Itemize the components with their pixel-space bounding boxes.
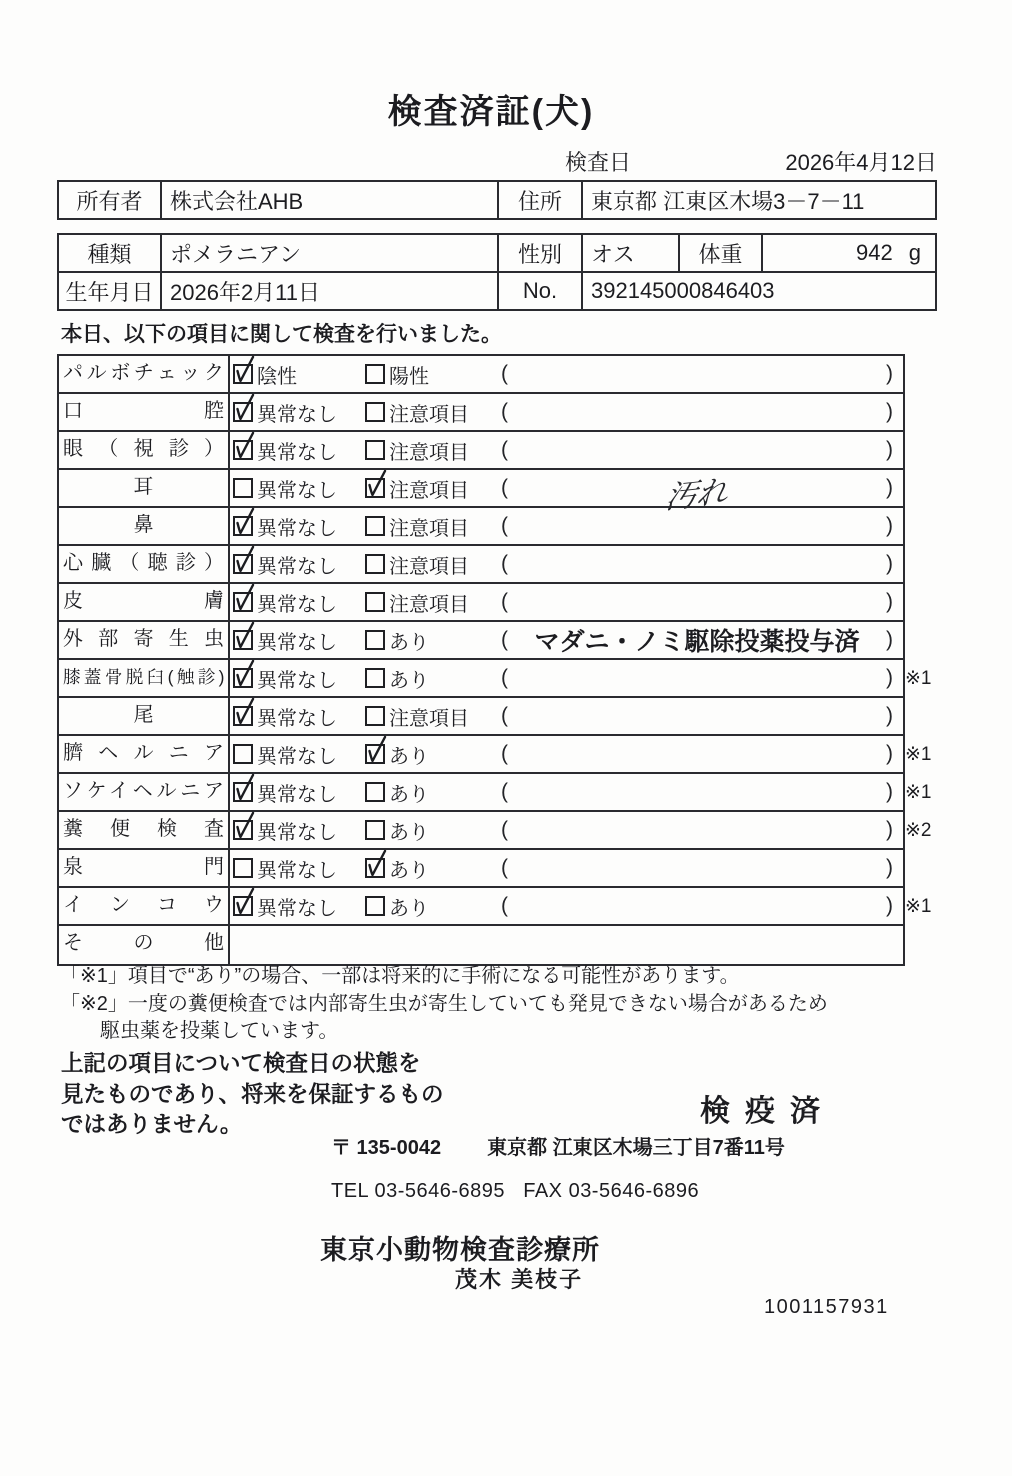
check-item-label: 膝蓋骨脱臼(触診) — [59, 660, 230, 696]
checkbox-option-1 — [233, 740, 365, 769]
checkbox-option-label: 異常なし — [257, 555, 337, 578]
close-paren: ) — [886, 362, 893, 385]
check-table-row — [59, 470, 903, 517]
open-paren: ( — [501, 590, 508, 613]
checkbox-option-label: 陽性 — [389, 365, 429, 388]
birth-value: 2026年2月11日 — [162, 273, 499, 309]
clinic-name: 東京小動物検査診療所 — [320, 1235, 600, 1265]
remark-parentheses — [499, 660, 903, 696]
sex-label: 性別 — [499, 235, 583, 271]
check-item-content — [230, 470, 903, 517]
footnotes — [60, 963, 828, 1046]
checkbox-option-label: 異常なし — [257, 479, 337, 502]
owner-value: 株式会社AHB — [162, 182, 499, 218]
close-paren: ) — [886, 590, 893, 613]
footnote-ref: ※1 — [905, 668, 932, 689]
open-paren: ( — [501, 818, 508, 841]
intro-text: 本日、以下の項目に関して検査を行いました。 — [61, 323, 502, 346]
checkbox-icon — [365, 706, 385, 726]
disclaimer-line-2: 見たものであり、将来を保証するもの — [61, 1081, 444, 1107]
handwritten-check-icon — [232, 355, 257, 386]
check-table-row — [59, 622, 903, 660]
check-item-content — [230, 356, 903, 392]
handwritten-check-icon — [232, 773, 257, 804]
checkbox-option-label: 陰性 — [257, 365, 297, 388]
footnote-ref: ※1 — [905, 744, 932, 765]
check-item-content — [230, 508, 903, 544]
checkbox-option-label: 異常なし — [257, 593, 337, 616]
check-item-label: 泉門 — [59, 850, 230, 886]
close-paren: ) — [886, 666, 893, 689]
owner-label: 所有者 — [59, 182, 162, 218]
checkbox-option-1 — [233, 474, 365, 503]
close-paren: ) — [886, 894, 893, 917]
check-table-row — [59, 774, 932, 812]
disclaimer-line-3: ではありません。 — [61, 1112, 243, 1137]
checkbox-option-2 — [365, 740, 499, 769]
checkbox-icon — [365, 364, 385, 384]
checkbox-option-2 — [365, 550, 499, 579]
checkbox-option-label: あり — [389, 669, 429, 692]
check-item-label: 尾 — [59, 698, 230, 734]
check-item-label: 外部寄生虫 — [59, 622, 230, 658]
checkbox-icon — [365, 896, 385, 916]
check-item-label: 糞便検査 — [59, 812, 230, 848]
check-table — [57, 354, 932, 966]
checkbox-option-label: 注意項目 — [389, 555, 469, 578]
checkbox-icon — [233, 364, 253, 384]
check-item-content — [230, 888, 903, 924]
close-paren: ) — [886, 438, 893, 461]
open-paren: ( — [501, 742, 508, 765]
checkbox-option-2 — [365, 702, 499, 731]
checkbox-option-label: 注意項目 — [389, 479, 469, 502]
check-item-content — [230, 774, 903, 810]
info-table — [57, 233, 937, 311]
check-table-row — [59, 546, 903, 584]
footnote-ref: ※1 — [905, 896, 932, 917]
checkbox-option-2 — [365, 892, 499, 921]
clinic-tel-fax: TEL 03-5646-6895 FAX 03-5646-6896 — [331, 1180, 700, 1202]
checkbox-icon — [365, 478, 385, 498]
check-item-label: 心臓（聴診） — [59, 546, 230, 582]
checkbox-option-2 — [365, 588, 499, 617]
checkbox-option-2 — [365, 398, 499, 427]
check-item-content — [230, 736, 903, 772]
checkbox-option-label: 異常なし — [257, 745, 337, 768]
open-paren: ( — [501, 780, 508, 803]
checkbox-icon — [365, 402, 385, 422]
checkbox-option-label: 異常なし — [257, 669, 337, 692]
address-label: 住所 — [499, 182, 583, 218]
close-paren: ) — [886, 780, 893, 803]
checkbox-icon — [233, 668, 253, 688]
checkbox-option-label: 異常なし — [257, 517, 337, 540]
checkbox-option-2 — [365, 626, 499, 655]
checkbox-icon — [233, 706, 253, 726]
checkbox-icon — [233, 896, 253, 916]
check-item-label: パルボチェック — [59, 356, 230, 392]
open-paren: ( — [501, 476, 508, 499]
checkbox-icon — [365, 668, 385, 688]
footnote-ref: ※1 — [905, 782, 932, 803]
check-table-row — [59, 698, 903, 736]
check-item-label: 鼻 — [59, 508, 230, 544]
check-table-row — [59, 508, 903, 546]
handwritten-check-icon — [232, 393, 257, 424]
handwritten-check-icon — [232, 697, 257, 728]
checkbox-option-label: あり — [389, 783, 429, 806]
checkbox-option-label: 注意項目 — [389, 403, 469, 426]
check-item-label: 臍ヘルニア — [59, 736, 230, 772]
check-item-content — [230, 698, 903, 734]
birth-row — [59, 271, 935, 309]
checkbox-icon — [233, 820, 253, 840]
handwritten-check-icon — [232, 507, 257, 538]
checkbox-option-label: 異常なし — [257, 631, 337, 654]
checkbox-option-label: 異常なし — [257, 821, 337, 844]
checkbox-option-2 — [365, 436, 499, 465]
check-item-content — [230, 584, 903, 620]
checkbox-option-label: 注意項目 — [389, 707, 469, 730]
clinic-address: 東京都 江東区木場三丁目7番11号 — [487, 1137, 785, 1159]
close-paren: ) — [886, 628, 893, 651]
checkbox-option-1 — [233, 664, 365, 693]
checkbox-icon — [365, 554, 385, 574]
footnote-2-cont: 駆虫薬を投薬しています。 — [100, 1020, 339, 1042]
quarantine-stamp: 検疫済 — [700, 1095, 835, 1128]
checkbox-icon — [365, 592, 385, 612]
open-paren: ( — [501, 856, 508, 879]
weight-value: 942 — [856, 240, 893, 265]
check-item-content — [230, 546, 903, 582]
checkbox-icon — [233, 440, 253, 460]
handwritten-check-icon — [232, 583, 257, 614]
footnote-ref: ※2 — [905, 820, 932, 841]
remark-parentheses — [499, 394, 903, 430]
checkbox-option-label: 異常なし — [257, 441, 337, 464]
footnote-1: 「※1」項目で“あり”の場合、一部は将来的に手術になる可能性があります。 — [60, 965, 740, 987]
checkbox-icon — [233, 858, 253, 878]
check-table-row — [59, 926, 903, 964]
no-label: No. — [499, 273, 583, 309]
checkbox-option-1 — [233, 360, 365, 389]
checkbox-option-1 — [233, 398, 365, 427]
handwritten-check-icon — [232, 431, 257, 462]
checkbox-option-1 — [233, 892, 365, 921]
open-paren: ( — [501, 894, 508, 917]
check-item-label: インコウ — [59, 888, 230, 924]
inspection-date-label: 検査日 — [565, 150, 632, 175]
checkbox-option-2 — [365, 360, 499, 389]
owner-row — [59, 182, 935, 218]
checkbox-option-label: あり — [389, 859, 429, 882]
remark-parentheses — [499, 698, 903, 734]
checkbox-option-label: あり — [389, 821, 429, 844]
check-item-label: 皮膚 — [59, 584, 230, 620]
postal-code: 〒 135-0042 — [331, 1137, 442, 1159]
checkbox-icon — [233, 630, 253, 650]
checkbox-icon — [365, 440, 385, 460]
checkbox-icon — [233, 744, 253, 764]
remark-parentheses — [499, 774, 903, 810]
close-paren: ) — [886, 704, 893, 727]
close-paren: ) — [886, 514, 893, 537]
handwritten-check-icon — [232, 811, 257, 842]
checkbox-option-1 — [233, 854, 365, 883]
checkbox-option-label: 異常なし — [257, 403, 337, 426]
checkbox-option-label: 注意項目 — [389, 593, 469, 616]
remark-parentheses — [499, 888, 903, 924]
checkbox-icon — [233, 554, 253, 574]
open-paren: ( — [501, 438, 508, 461]
checkbox-option-label: 異常なし — [257, 897, 337, 920]
address-value: 東京都 江東区木場3－7－11 — [591, 188, 865, 214]
checkbox-option-label: 異常なし — [257, 859, 337, 882]
checkbox-option-1 — [233, 512, 365, 541]
sex-value: オス — [583, 235, 680, 271]
handwritten-check-icon — [232, 545, 257, 576]
open-paren: ( — [501, 514, 508, 537]
check-item-label: 眼（視診） — [59, 432, 230, 468]
remark-parentheses — [499, 622, 903, 658]
checkbox-option-2 — [365, 778, 499, 807]
checkbox-option-1 — [233, 436, 365, 465]
checkbox-option-1 — [233, 702, 365, 731]
handwritten-check-icon — [364, 469, 389, 500]
remark-parentheses — [499, 812, 903, 848]
breed-value: ポメラニアン — [162, 235, 499, 271]
remark-parentheses — [499, 470, 903, 517]
check-item-label: 口腔 — [59, 394, 230, 430]
checkbox-option-label: あり — [389, 631, 429, 654]
remark-parentheses — [499, 584, 903, 620]
open-paren: ( — [501, 704, 508, 727]
check-item-label: ソケイヘルニア — [59, 774, 230, 810]
close-paren: ) — [886, 742, 893, 765]
checkbox-option-2 — [365, 854, 499, 883]
checkbox-option-1 — [233, 626, 365, 655]
check-table-row — [59, 584, 903, 622]
remark-parentheses — [499, 546, 903, 582]
remark-text: 汚れ — [663, 473, 730, 517]
inspection-date-value: 2026年4月12日 — [785, 150, 937, 175]
check-item-content — [230, 812, 903, 848]
checkbox-option-2 — [365, 816, 499, 845]
close-paren: ) — [886, 818, 893, 841]
check-table-row — [59, 850, 903, 888]
page-title: 検査済証(犬) — [387, 93, 595, 131]
veterinarian-name: 茂木 美枝子 — [455, 1267, 584, 1292]
close-paren: ) — [886, 476, 893, 499]
handwritten-check-icon — [232, 659, 257, 690]
clinic-postal-row — [331, 1131, 785, 1160]
check-item-content — [230, 660, 903, 696]
close-paren: ) — [886, 552, 893, 575]
checkbox-icon — [365, 782, 385, 802]
checkbox-icon — [233, 402, 253, 422]
remark-parentheses — [499, 356, 903, 392]
disclaimer — [61, 1049, 444, 1141]
checkbox-icon — [233, 478, 253, 498]
checkbox-icon — [365, 744, 385, 764]
breed-label: 種類 — [59, 235, 162, 271]
handwritten-check-icon — [232, 887, 257, 918]
open-paren: ( — [501, 400, 508, 423]
checkbox-icon — [365, 516, 385, 536]
remark-parentheses — [499, 850, 903, 886]
footnote-2: 「※2」一度の糞便検査では内部寄生虫が寄生していても発見できない場合があるため — [60, 992, 828, 1015]
checkbox-option-2 — [365, 664, 499, 693]
checkbox-option-label: 異常なし — [257, 783, 337, 806]
check-item-label: その他 — [59, 926, 230, 964]
checkbox-option-1 — [233, 550, 365, 579]
weight-value-cell — [763, 235, 935, 271]
check-table-row — [59, 356, 903, 394]
check-table-row — [59, 660, 932, 698]
checkbox-option-2 — [365, 512, 499, 541]
remark-text: マダニ・ノミ駆除投薬投与済 — [534, 628, 860, 656]
check-item-content — [230, 850, 903, 886]
check-table-row — [59, 394, 903, 432]
check-table-row — [59, 812, 932, 850]
no-value: 392145000846403 — [591, 278, 775, 303]
open-paren: ( — [501, 628, 508, 651]
checkbox-option-1 — [233, 588, 365, 617]
check-item-label: 耳 — [59, 470, 230, 506]
checkbox-option-label: あり — [389, 745, 429, 768]
handwritten-check-icon — [364, 735, 389, 766]
close-paren: ) — [886, 856, 893, 879]
check-item-content — [230, 622, 903, 658]
check-table-row — [59, 888, 932, 926]
breed-row — [59, 235, 935, 271]
checkbox-option-label: あり — [389, 897, 429, 920]
checkbox-option-1 — [233, 816, 365, 845]
close-paren: ) — [886, 400, 893, 423]
check-item-content — [230, 394, 903, 430]
serial-number: 1001157931 — [764, 1296, 889, 1318]
checkbox-icon — [365, 630, 385, 650]
handwritten-check-icon — [232, 621, 257, 652]
open-paren: ( — [501, 666, 508, 689]
checkbox-option-label: 注意項目 — [389, 517, 469, 540]
weight-label: 体重 — [680, 235, 763, 271]
handwritten-check-icon — [364, 849, 389, 880]
checkbox-icon — [365, 820, 385, 840]
checkbox-icon — [365, 858, 385, 878]
open-paren: ( — [501, 362, 508, 385]
checkbox-option-label: 異常なし — [257, 707, 337, 730]
remark-parentheses — [499, 508, 903, 544]
checkbox-icon — [233, 782, 253, 802]
owner-table — [57, 180, 937, 220]
inspection-date-row — [565, 146, 937, 177]
remark-parentheses — [499, 736, 903, 772]
disclaimer-line-1: 上記の項目について検査日の状態を — [61, 1051, 421, 1076]
checkbox-icon — [233, 516, 253, 536]
checkbox-option-label: 注意項目 — [389, 441, 469, 464]
check-table-row — [59, 736, 932, 774]
checkbox-icon — [233, 592, 253, 612]
checkbox-option-2 — [365, 474, 499, 503]
weight-unit: g — [908, 240, 921, 265]
checkbox-option-1 — [233, 778, 365, 807]
open-paren: ( — [501, 552, 508, 575]
birth-label: 生年月日 — [59, 273, 162, 309]
